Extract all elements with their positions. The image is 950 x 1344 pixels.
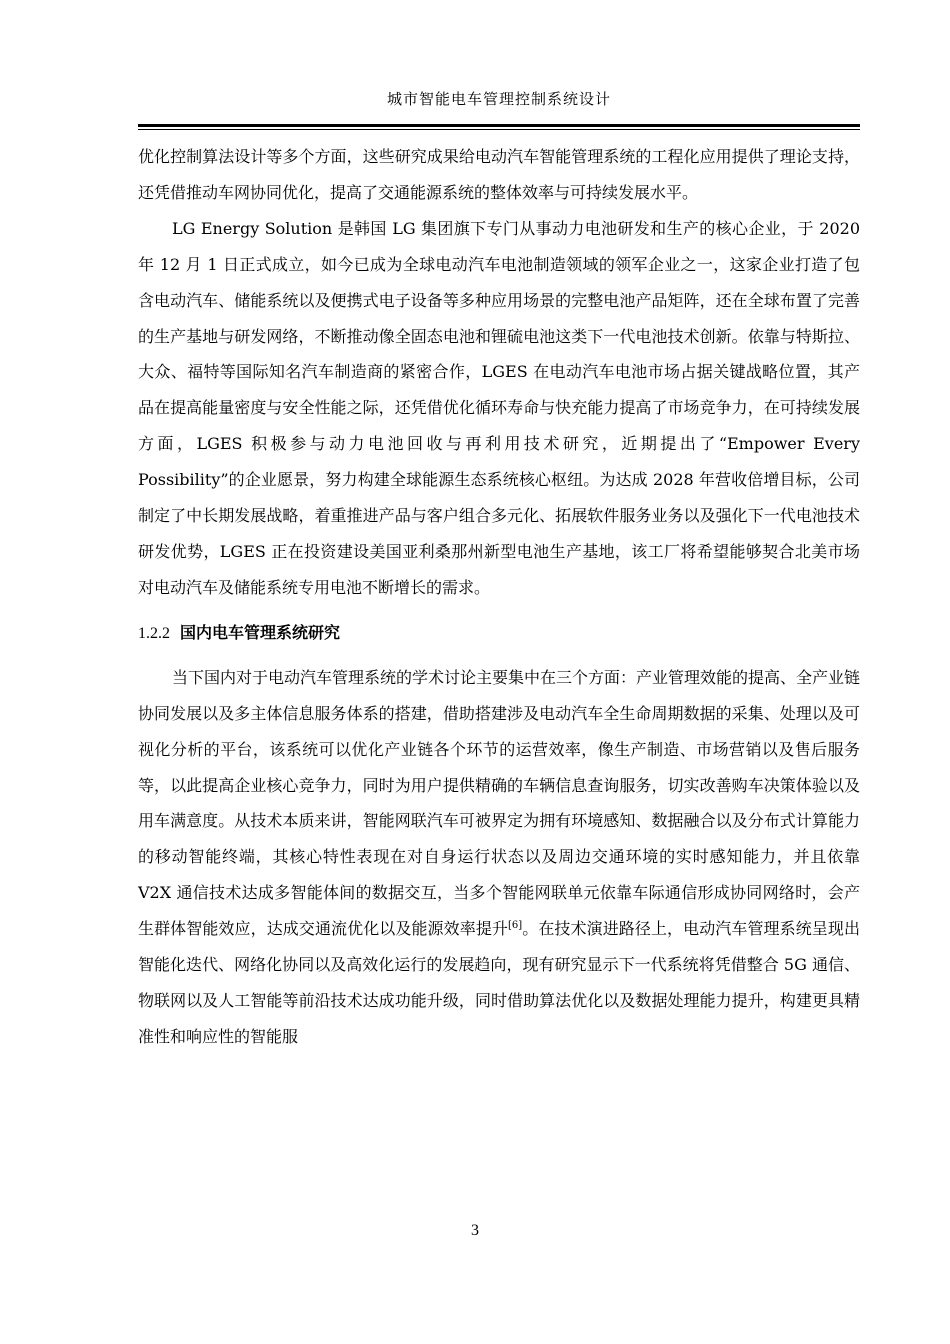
paragraph-text-part-a: 当下国内对于电动汽车管理系统的学术讨论主要集中在三个方面：产业管理效能的提高、全产业链协同发展以及多主体信息服务体系的搭建，借助搭建涉及电动汽车全生命周期数据的采集、处理以及可视化分析的平台，该系统可以优化产业链各个环节的运营效率，像生产制造、市场营销以及售后服务等，以此提高企业核心竞争力，同时为用户提供精确的车辆信息查询服务，切实改善购车决策体验以及用车满意度。从技术本质来讲，智能网联汽车可被界定为拥有环境感知、数据融合以及分布式计算能力的移动智能终端，其核心特性表现在对自身运行状态以及周边交通环境的实时感知能力，并且依靠 V2X 通信技术达成多智能体间的数据交互，当多个智能网联单元依靠车际通信形成协同网络时，会产生群体智能效应，达成交通流优化以及能源效率提升: [138, 667, 861, 939]
header-rule-thick: [138, 124, 860, 127]
page-body: [138, 139, 860, 1055]
header-rule-thin: [138, 129, 860, 130]
paragraph-text-part-b: 。在技术演进路径上，电动汽车管理系统呈现出智能化迭代、网络化协同以及高效化运行的发展趋向，现有研究显示下一代系统将凭借整合 5G 通信、物联网以及人工智能等前沿技术达成功能升级，同时借助算法优化以及数据处理能力提升，构建更具精准性和响应性的智能服: [138, 919, 860, 1046]
paragraph-domestic-research: [138, 660, 860, 1055]
section-heading: [138, 615, 860, 651]
citation-ref[interactable]: [6]: [508, 920, 523, 932]
running-header: 城市智能电车管理控制系统设计: [386, 90, 611, 108]
section-title: 国内电车管理系统研究: [180, 622, 341, 642]
paragraph-continuation: 优化控制算法设计等多个方面，这些研究成果给电动汽车智能管理系统的工程化应用提供了理论支持，还凭借推动车网协同优化，提高了交通能源系统的整体效率与可持续发展水平。: [138, 147, 860, 202]
page-number: 3: [471, 1222, 479, 1239]
section-number: 1.2.2: [138, 624, 170, 642]
paragraph-lges: LG Energy Solution 是韩国 LG 集团旗下专门从事动力电池研发和生产的核心企业，于 2020 年 12 月 1 日正式成立，如今已成为全球电动汽车电池制造领域的领军企业之一，这家企业打造了包含电动汽车、储能系统以及便携式电子设备等多种应用场景的完整电池产品矩阵，还在全球布置了完善的生产基地与研发网络，不断推动像全固态电池和锂硫电池这类下一代电池技术创新。依靠与特斯拉、大众、福特等国际知名汽车制造商的紧密合作，LGES 在电动汽车电池市场占据关键战略位置，其产品在提高能量密度与安全性能之际，还凭借优化循环寿命与快充能力提高了市场竞争力，在可持续发展方面，LGES 积极参与动力电池回收与再利用技术研究，近期提出了“Empower Every Possibility”的企业愿景，努力构建全球能源生态系统核心枢纽。为达成 2028 年营收倍增目标，公司制定了中长期发展战略，着重推进产品与客户组合多元化、拓展软件服务业务以及强化下一代电池技术研发优势，LGES 正在投资建设美国亚利桑那州新型电池生产基地，该工厂将希望能够契合北美市场对电动汽车及储能系统专用电池不断增长的需求。: [138, 218, 860, 597]
